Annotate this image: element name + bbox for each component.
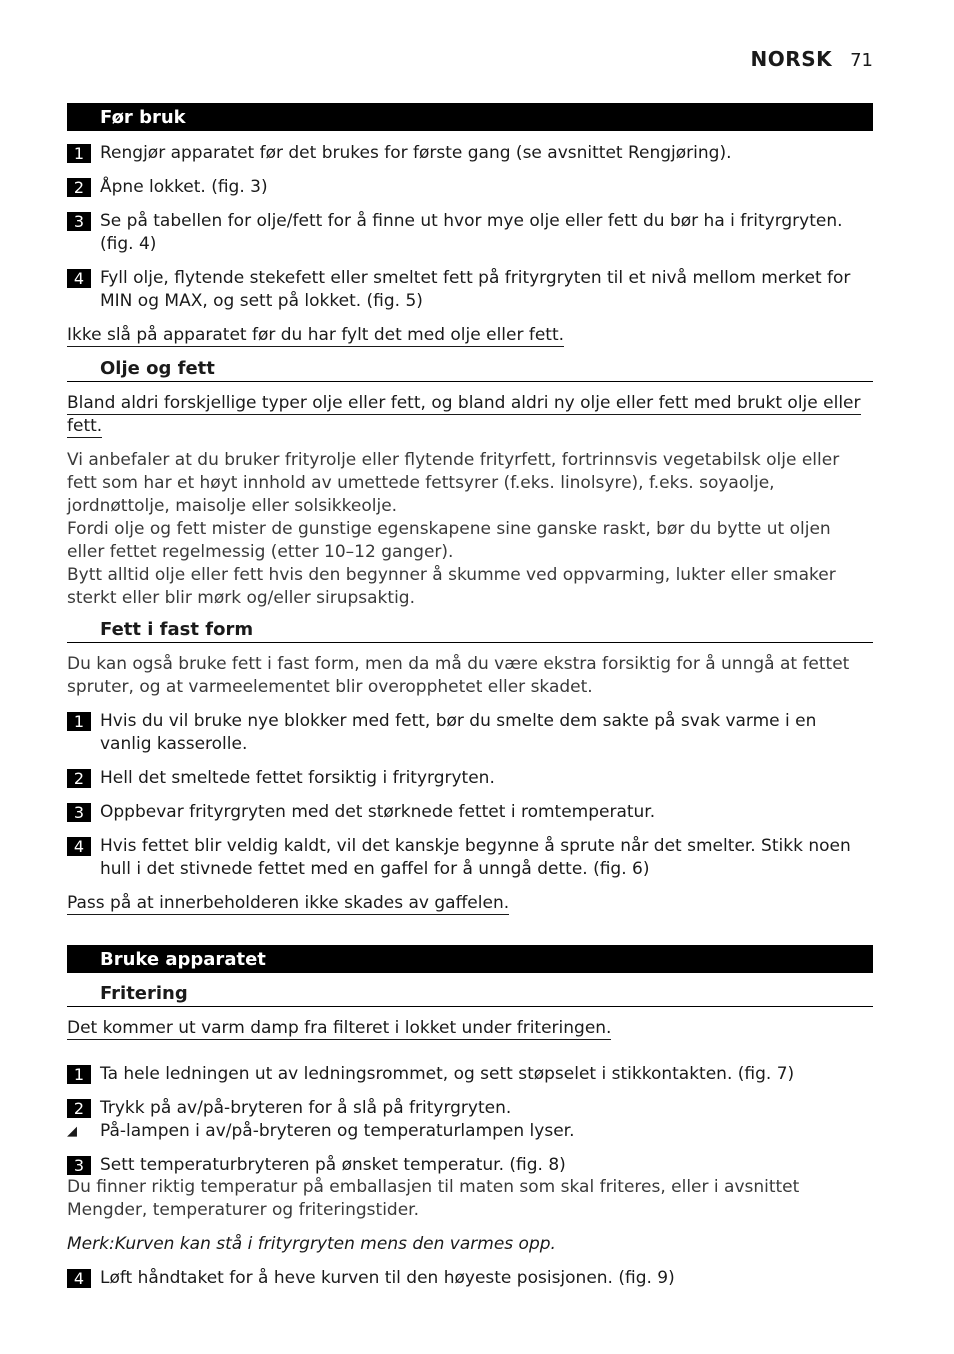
- step-number: 3: [67, 212, 91, 231]
- step-number: 3: [67, 803, 91, 822]
- step-text: Rengjør apparatet før det brukes for første gang (se avsnittet Rengjøring).: [100, 143, 732, 163]
- step-text: Oppbevar frityrgryten med det størknede fettet i romtemperatur.: [100, 802, 656, 822]
- frying-step-1: [67, 1063, 873, 1086]
- solid-fat-step-1: [67, 710, 873, 756]
- page-header: [751, 48, 873, 72]
- frying-step-2: [67, 1097, 873, 1120]
- solid-fat-warning: Pass på at innerbeholderen ikke skades av gaffelen.: [67, 893, 510, 913]
- step-number: 2: [67, 1099, 91, 1118]
- solid-fat-intro: Du kan også bruke fett i fast form, men da må du være ekstra forsiktig for å unngå at fettet spruter, og at varmeelementet blir overopphetet eller skadet.: [67, 654, 850, 697]
- step-text: Fyll olje, flytende stekefett eller smeltet fett på frityrgryten til et nivå mellom merket for MIN og MAX, og sett på lokket. (fig. 5): [100, 268, 851, 311]
- step-number: 4: [67, 1269, 91, 1288]
- result-arrow-icon: ◢: [67, 1124, 77, 1139]
- result-text: På-lampen i av/på-bryteren og temperaturlampen lyser.: [100, 1121, 575, 1141]
- frying-step-4: [67, 1267, 873, 1290]
- step-number: 2: [67, 769, 91, 788]
- before-use-step-4: [67, 267, 873, 313]
- solid-fat-step-4: [67, 835, 873, 881]
- step-number: 3: [67, 1156, 91, 1175]
- oil-fat-paragraph-2: Fordi olje og fett mister de gunstige egenskapene sine ganske raskt, bør du bytte ut oljen eller fettet regelmessig (etter 10–12 ganger).: [67, 519, 831, 562]
- oil-fat-paragraph-1: Vi anbefaler at du bruker frityrolje eller flytende frityrfett, fortrinnsvis vegetabilsk olje eller fett som har et høyt innhold av umettede fettsyrer (f.eks. linolsyre), f.eks. soyaolje, jordnøttolje, maisolje eller solsikkeolje.: [67, 450, 840, 516]
- page-number: 71: [850, 50, 873, 71]
- section-solid-fat-heading: Fett i fast form: [67, 619, 873, 643]
- frying-warning: Det kommer ut varm damp fra filteret i lokket under friteringen.: [67, 1018, 612, 1038]
- step-text: Hell det smeltede fettet forsiktig i frityrgryten.: [100, 768, 495, 788]
- step-number: 1: [67, 712, 91, 731]
- frying-step-3: [67, 1154, 873, 1177]
- before-use-step-3: [67, 210, 873, 256]
- step-text: Løft håndtaket for å heve kurven til den høyeste posisjonen. (fig. 9): [100, 1268, 675, 1288]
- step-text: Ta hele ledningen ut av ledningsrommet, og sett støpselet i stikkontakten. (fig. 7): [100, 1064, 795, 1084]
- frying-step-2-result: [67, 1120, 873, 1143]
- oil-fat-paragraph-3: Bytt alltid olje eller fett hvis den begynner å skumme ved oppvarming, lukter eller smaker sterkt eller blir mørk og/eller sirupsaktig.: [67, 565, 836, 608]
- temperature-info: Du finner riktig temperatur på emballasjen til maten som skal friteres, eller i avsnittet Mengder, temperaturer og friteringstider.: [67, 1177, 800, 1220]
- oil-fat-body: [67, 449, 873, 610]
- step-text: Hvis du vil bruke nye blokker med fett, bør du smelte dem sakte på svak varme i en vanlig kasserolle.: [100, 711, 817, 754]
- basket-note: Merk:Kurven kan stå i frityrgryten mens den varmes opp.: [67, 1234, 556, 1254]
- section-before-use-heading: Før bruk: [67, 103, 873, 131]
- step-text: Trykk på av/på-bryteren for å slå på frityrgryten.: [100, 1098, 512, 1118]
- step-text: Sett temperaturbryteren på ønsket temperatur. (fig. 8): [100, 1155, 566, 1175]
- solid-fat-step-3: [67, 801, 873, 824]
- before-use-step-2: [67, 176, 873, 199]
- step-number: 4: [67, 269, 91, 288]
- step-text: Hvis fettet blir veldig kaldt, vil det kanskje begynne å sprute når det smelter. Stikk noen hull i det stivnede fettet med en gaffel for å unngå dette. (fig. 6): [100, 836, 851, 879]
- section-using-heading: Bruke apparatet: [67, 945, 873, 973]
- solid-fat-step-2: [67, 767, 873, 790]
- step-number: 4: [67, 837, 91, 856]
- section-frying-heading: Fritering: [67, 983, 873, 1007]
- language-label: NORSK: [750, 47, 833, 71]
- before-use-warning: Ikke slå på apparatet før du har fylt det med olje eller fett.: [67, 325, 565, 345]
- oil-fat-warning: Bland aldri forskjellige typer olje eller fett, og bland aldri ny olje eller fett med brukt olje eller fett.: [67, 393, 861, 436]
- step-number: 1: [67, 1065, 91, 1084]
- step-number: 1: [67, 144, 91, 163]
- step-number: 2: [67, 178, 91, 197]
- before-use-step-1: [67, 142, 873, 165]
- section-oil-fat-heading: Olje og fett: [67, 358, 873, 382]
- step-text: Se på tabellen for olje/fett for å finne ut hvor mye olje eller fett du bør ha i frityrgryten. (fig. 4): [100, 211, 843, 254]
- step-text: Åpne lokket. (fig. 3): [100, 177, 268, 197]
